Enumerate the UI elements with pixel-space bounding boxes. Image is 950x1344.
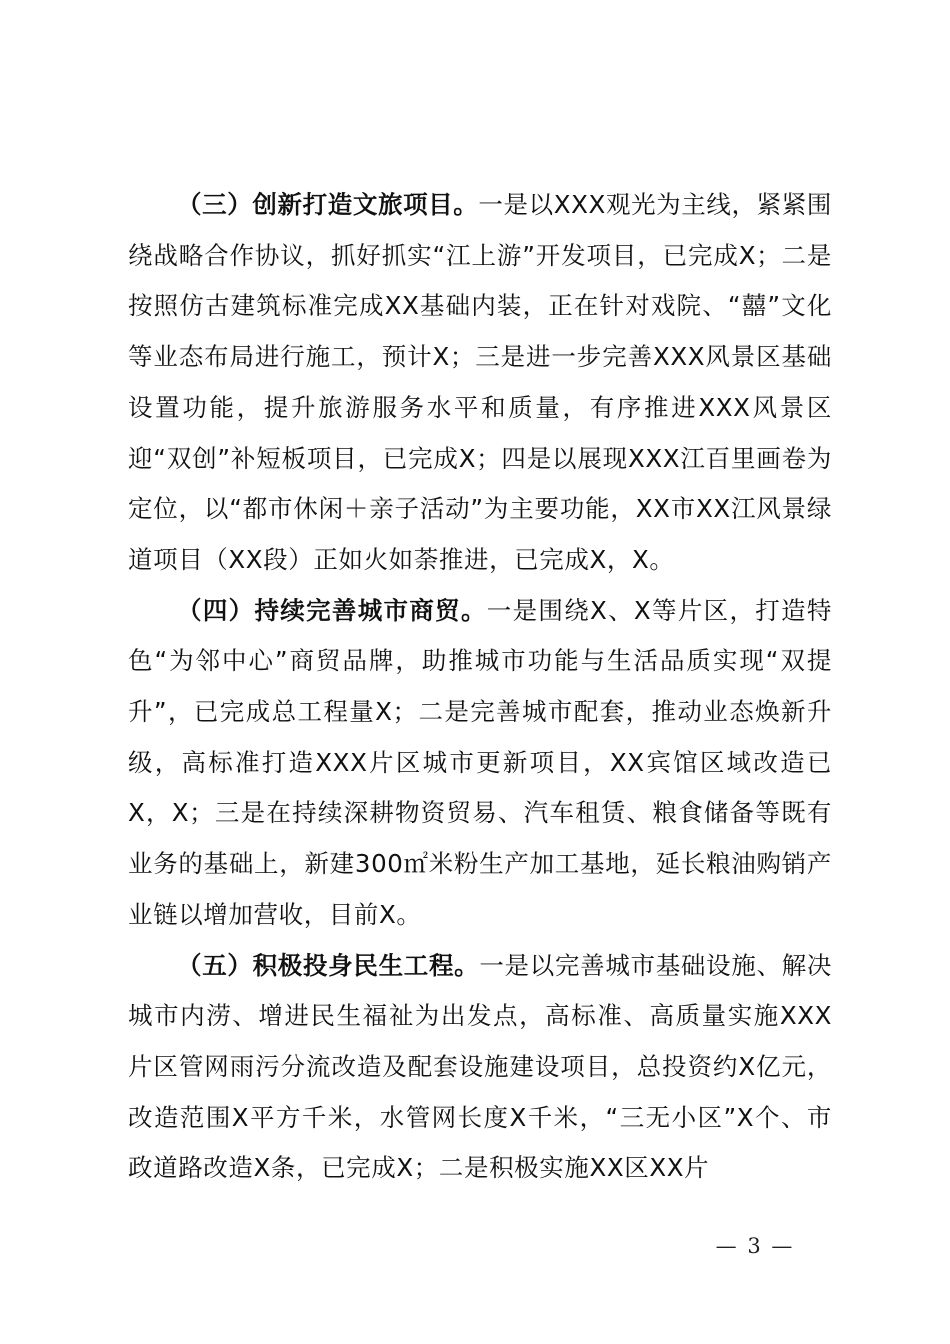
document-body: [128, 180, 832, 1194]
paragraph-3-text: 一是以XXX观光为主线，紧紧围绕战略合作协议，抓好抓实“江上游”开发项目，已完成X；二是按照仿古建筑标准完成XX基础内装，正在针对戏院、“囍”文化等业态布局进行施工，预计X；三是进一步完善XXX风景区基础设置功能，提升旅游服务水平和质量，有序推进XXX风景区迎“双创”补短板项目，已完成X；四是以展现XXX江百里画卷为定位，以“都市休闲＋亲子活动”为主要功能，XX市XX江风景绿道项目（XX段）正如火如荼推进，已完成X，X。: [128, 190, 832, 574]
paragraph-3-heading: （三）创新打造文旅项目。: [177, 190, 479, 219]
paragraph-4: [128, 586, 832, 941]
paragraph-4-text: 一是围绕X、X等片区，打造特色“为邻中心”商贸品牌，助推城市功能与生活品质实现“双提升”，已完成总工程量X；二是完善城市配套，推动业态焕新升级，高标准打造XXX片区城市更新项目，XX宾馆区域改造已X，X；三是在持续深耕物资贸易、汽车租赁、粮食储备等既有业务的基础上，新建300㎡米粉生产加工基地，延长粮油购销产业链以增加营收，目前X。: [128, 595, 833, 929]
paragraph-5-heading: （五）积极投身民生工程。: [177, 950, 480, 980]
paragraph-3: [128, 180, 832, 586]
page-number: — 3 —: [715, 1234, 795, 1258]
paragraph-5-text: 一是以完善城市基础设施、解决城市内涝、增进民生福祉为出发点，高标准、高质量实施XXX片区管网雨污分流改造及配套设施建设项目，总投资约X亿元，改造范围X平方千米，水管网长度X千米，“三无小区”X个、市政道路改造X条，已完成X；二是积极实施XX区XX片: [128, 950, 833, 1183]
paragraph-4-heading: （四）持续完善城市商贸。: [177, 595, 487, 625]
paragraph-5: [128, 941, 832, 1195]
